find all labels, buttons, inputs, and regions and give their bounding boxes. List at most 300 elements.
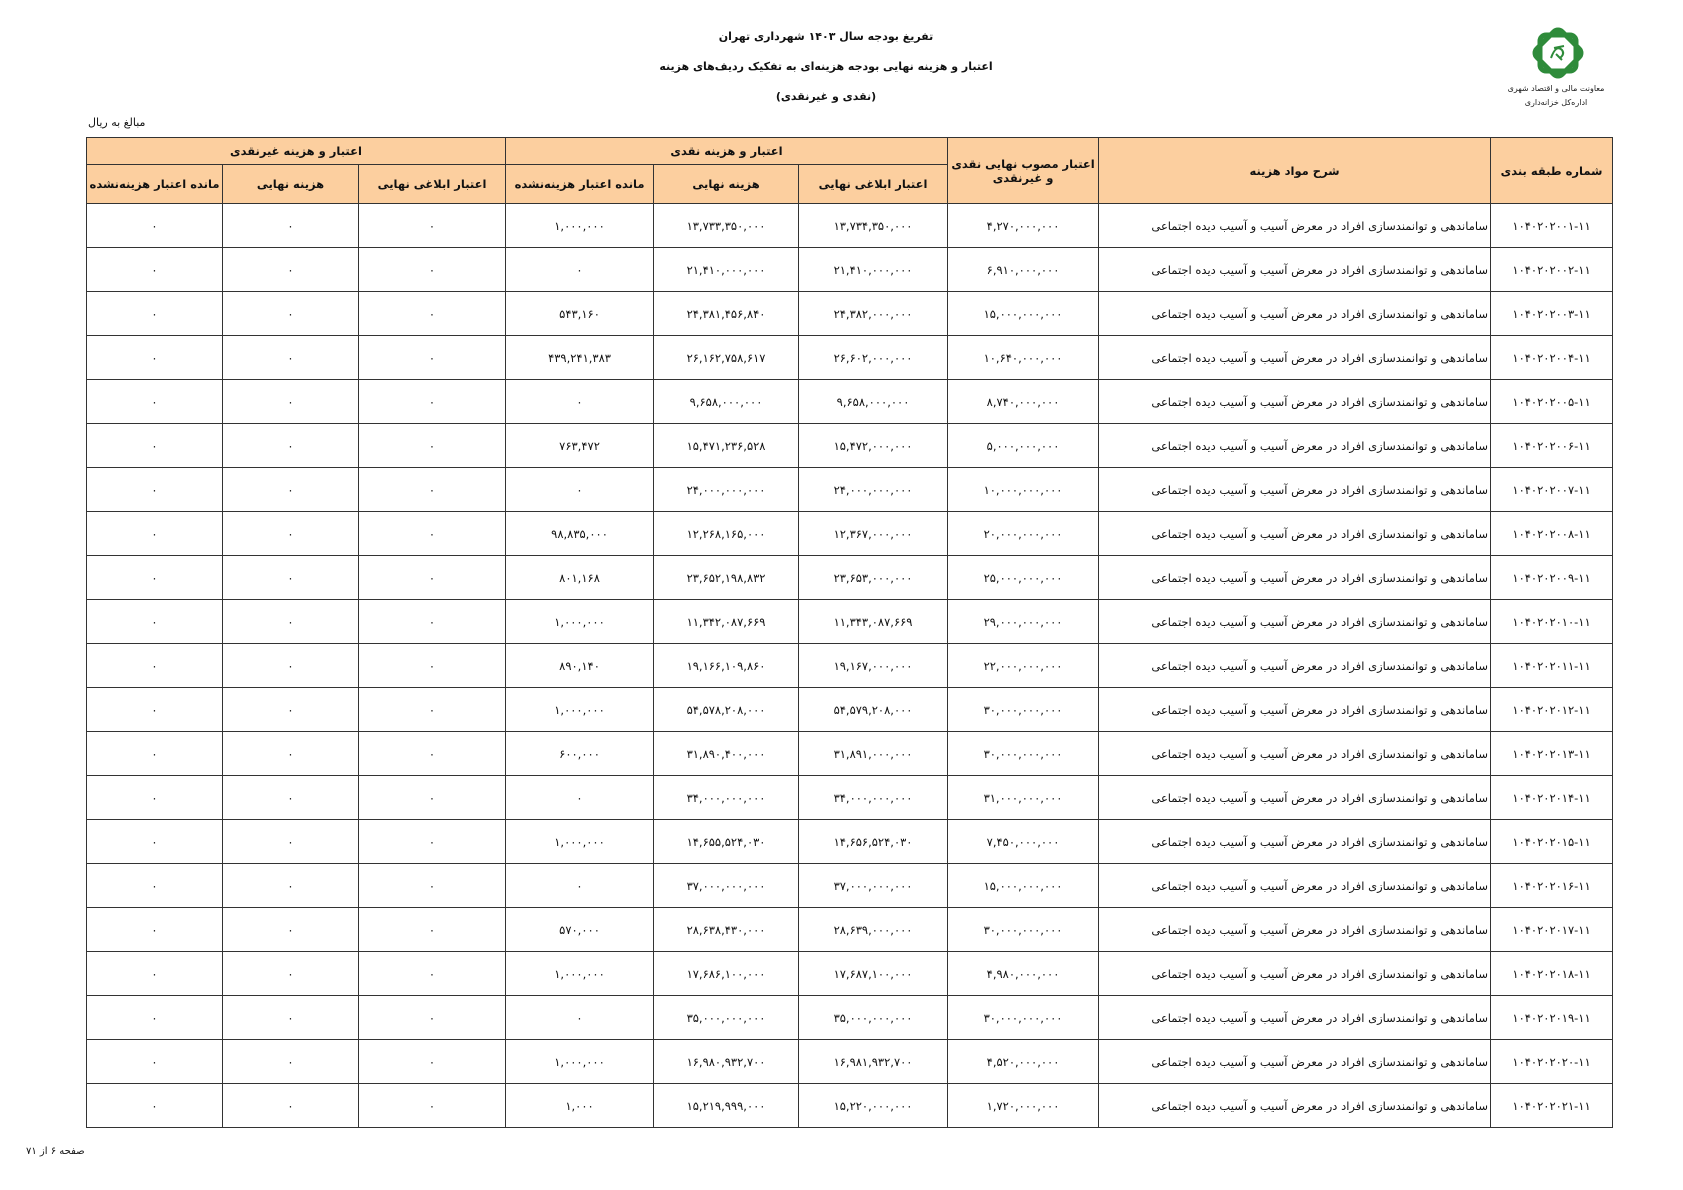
cell-code <box>1491 820 1613 864</box>
cash_remaining-value: ۰ <box>576 790 583 805</box>
cell-cash-final <box>654 380 799 424</box>
approved-value: ۲۰,۰۰۰,۰۰۰,۰۰۰ <box>983 526 1063 541</box>
cell-cash-remaining <box>506 732 654 776</box>
cell-noncash-remaining <box>87 512 223 556</box>
cell-cash-remaining <box>506 336 654 380</box>
cell-desc: ساماندهی و توانمندسازی افراد در معرض آسیب و آسیب دیده اجتماعی <box>1099 336 1491 380</box>
cell-cash-notified <box>799 776 948 820</box>
cash_notified-value: ۱۳,۷۳۴,۳۵۰,۰۰۰ <box>833 218 913 233</box>
cell-approved <box>948 336 1099 380</box>
noncash_notified-value: ۰ <box>428 438 436 453</box>
noncash_notified-value: ۰ <box>428 218 436 233</box>
cell-code <box>1491 1084 1613 1128</box>
approved-value: ۸,۷۴۰,۰۰۰,۰۰۰ <box>986 394 1060 409</box>
cell-cash-remaining <box>506 600 654 644</box>
cash_final-value: ۱۳,۷۳۳,۳۵۰,۰۰۰ <box>686 218 766 233</box>
noncash_notified-value: ۰ <box>428 1098 436 1113</box>
cell-code <box>1491 600 1613 644</box>
cell-noncash-notified <box>359 556 506 600</box>
approved-value: ۳۰,۰۰۰,۰۰۰,۰۰۰ <box>983 746 1063 761</box>
noncash_final-value: ۰ <box>287 262 294 277</box>
cell-cash-final <box>654 644 799 688</box>
header-description: شرح مواد هزینه <box>1099 138 1491 204</box>
cell-desc: ساماندهی و توانمندسازی افراد در معرض آسیب و آسیب دیده اجتماعی <box>1099 732 1491 776</box>
cell-cash-notified <box>799 204 948 248</box>
cash_remaining-value: ۰ <box>576 394 583 409</box>
noncash_notified-value: ۰ <box>428 614 436 629</box>
table-row <box>87 1084 1613 1128</box>
noncash_remaining-value: ۰ <box>151 482 158 497</box>
cell-cash-notified <box>799 864 948 908</box>
tehran-municipality-logo <box>1518 24 1598 82</box>
cell-noncash-final <box>223 908 359 952</box>
cell-cash-final <box>654 864 799 908</box>
noncash_final-value: ۰ <box>287 702 294 717</box>
cell-desc: ساماندهی و توانمندسازی افراد در معرض آسیب و آسیب دیده اجتماعی <box>1099 820 1491 864</box>
cell-cash-final <box>654 600 799 644</box>
cell-cash-remaining <box>506 952 654 996</box>
cash_notified-value: ۱۹,۱۶۷,۰۰۰,۰۰۰ <box>833 658 913 673</box>
cell-cash-notified <box>799 336 948 380</box>
cell-cash-final <box>654 952 799 996</box>
cell-cash-notified <box>799 512 948 556</box>
cell-cash-notified <box>799 952 948 996</box>
cash_notified-value: ۱۵,۲۲۰,۰۰۰,۰۰۰ <box>833 1098 913 1113</box>
cell-desc: ساماندهی و توانمندسازی افراد در معرض آسیب و آسیب دیده اجتماعی <box>1099 776 1491 820</box>
cash_notified-value: ۳۵,۰۰۰,۰۰۰,۰۰۰ <box>833 1010 913 1025</box>
noncash_final-value: ۰ <box>287 658 294 673</box>
code-value: ۱۰۴۰۲۰۲۰۰۲-۱۱ <box>1512 262 1591 277</box>
code-value: ۱۰۴۰۲۰۲۰۱۳-۱۱ <box>1512 746 1591 761</box>
table-row <box>87 468 1613 512</box>
noncash_final-value: ۰ <box>287 570 294 585</box>
cell-cash-remaining <box>506 864 654 908</box>
noncash_notified-value: ۰ <box>428 922 436 937</box>
cell-cash-remaining <box>506 424 654 468</box>
cell-noncash-notified <box>359 424 506 468</box>
cell-cash-final <box>654 204 799 248</box>
cell-noncash-final <box>223 468 359 512</box>
cell-approved <box>948 688 1099 732</box>
code-value: ۱۰۴۰۲۰۲۰۰۵-۱۱ <box>1512 394 1591 409</box>
cell-cash-final <box>654 908 799 952</box>
noncash_notified-value: ۰ <box>428 658 436 673</box>
noncash_notified-value: ۰ <box>428 834 436 849</box>
document-title: تفریغ بودجه سال ۱۴۰۳ شهرداری تهران <box>718 30 934 43</box>
cell-noncash-remaining <box>87 380 223 424</box>
cell-cash-remaining <box>506 688 654 732</box>
cell-noncash-notified <box>359 600 506 644</box>
cell-cash-final <box>654 820 799 864</box>
cell-cash-notified <box>799 688 948 732</box>
cell-cash-notified <box>799 820 948 864</box>
noncash_final-value: ۰ <box>287 394 294 409</box>
cell-cash-final <box>654 556 799 600</box>
cash_final-value: ۱۹,۱۶۶,۱۰۹,۸۶۰ <box>686 658 766 673</box>
cell-noncash-notified <box>359 204 506 248</box>
noncash_remaining-value: ۰ <box>151 262 158 277</box>
currency-unit-note: مبالغ به ریال <box>88 116 146 129</box>
noncash_remaining-value: ۰ <box>151 1098 158 1113</box>
cash_final-value: ۱۴,۶۵۵,۵۲۴,۰۳۰ <box>686 834 766 849</box>
table-row <box>87 820 1613 864</box>
table-row <box>87 864 1613 908</box>
cell-approved <box>948 908 1099 952</box>
noncash_remaining-value: ۰ <box>151 834 158 849</box>
noncash_final-value: ۰ <box>287 922 294 937</box>
table-row <box>87 424 1613 468</box>
noncash_remaining-value: ۰ <box>151 526 158 541</box>
approved-value: ۳۰,۰۰۰,۰۰۰,۰۰۰ <box>983 1010 1063 1025</box>
header-cash-final: هزینه نهایی <box>654 165 799 204</box>
cell-cash-final <box>654 424 799 468</box>
cell-noncash-remaining <box>87 292 223 336</box>
cell-cash-final <box>654 776 799 820</box>
cell-noncash-final <box>223 776 359 820</box>
approved-value: ۱۰,۰۰۰,۰۰۰,۰۰۰ <box>983 482 1063 497</box>
approved-value: ۲۲,۰۰۰,۰۰۰,۰۰۰ <box>983 658 1063 673</box>
cash_notified-value: ۱۱,۳۴۳,۰۸۷,۶۶۹ <box>833 614 913 629</box>
code-value: ۱۰۴۰۲۰۲۰۱۹-۱۱ <box>1512 1010 1591 1025</box>
cell-cash-notified <box>799 908 948 952</box>
cash_remaining-value: ۱,۰۰۰,۰۰۰ <box>554 834 605 849</box>
cell-code <box>1491 292 1613 336</box>
table-row <box>87 952 1613 996</box>
code-value: ۱۰۴۰۲۰۲۰۰۸-۱۱ <box>1512 526 1591 541</box>
cash_remaining-value: ۱,۰۰۰,۰۰۰ <box>554 614 605 629</box>
noncash_final-value: ۰ <box>287 526 294 541</box>
cell-code <box>1491 336 1613 380</box>
cell-noncash-final <box>223 1040 359 1084</box>
cell-noncash-remaining <box>87 732 223 776</box>
header-noncash-notified: اعتبار ابلاغی نهایی <box>359 165 506 204</box>
cell-noncash-remaining <box>87 468 223 512</box>
header-cash-notified: اعتبار ابلاغی نهایی <box>799 165 948 204</box>
cell-cash-notified <box>799 600 948 644</box>
noncash_notified-value: ۰ <box>428 966 436 981</box>
cell-cash-notified <box>799 1040 948 1084</box>
cell-noncash-final <box>223 600 359 644</box>
approved-value: ۳۱,۰۰۰,۰۰۰,۰۰۰ <box>983 790 1063 805</box>
cell-code <box>1491 732 1613 776</box>
cell-cash-remaining <box>506 996 654 1040</box>
cell-desc: ساماندهی و توانمندسازی افراد در معرض آسیب و آسیب دیده اجتماعی <box>1099 1084 1491 1128</box>
cell-code <box>1491 248 1613 292</box>
code-value: ۱۰۴۰۲۰۲۰۱۱-۱۱ <box>1512 658 1591 673</box>
cash_remaining-value: ۴۳۹,۲۴۱,۳۸۳ <box>548 350 611 365</box>
table-row <box>87 556 1613 600</box>
cell-code <box>1491 952 1613 996</box>
cell-cash-remaining <box>506 556 654 600</box>
cell-noncash-remaining <box>87 776 223 820</box>
noncash_final-value: ۰ <box>287 1010 294 1025</box>
cash_final-value: ۳۷,۰۰۰,۰۰۰,۰۰۰ <box>686 878 766 893</box>
cash_final-value: ۳۱,۸۹۰,۴۰۰,۰۰۰ <box>686 746 766 761</box>
cash_final-value: ۱۷,۶۸۶,۱۰۰,۰۰۰ <box>686 966 766 981</box>
cash_remaining-value: ۱,۰۰۰,۰۰۰ <box>554 966 605 981</box>
cash_final-value: ۳۵,۰۰۰,۰۰۰,۰۰۰ <box>686 1010 766 1025</box>
cash_remaining-value: ۰ <box>576 482 583 497</box>
approved-value: ۱۵,۰۰۰,۰۰۰,۰۰۰ <box>983 878 1063 893</box>
cell-noncash-notified <box>359 1084 506 1128</box>
noncash_remaining-value: ۰ <box>151 350 158 365</box>
cell-cash-remaining <box>506 204 654 248</box>
noncash_remaining-value: ۰ <box>151 658 158 673</box>
cash_remaining-value: ۸۹۰,۱۴۰ <box>559 658 600 673</box>
cell-approved <box>948 1040 1099 1084</box>
cell-approved <box>948 380 1099 424</box>
cell-cash-remaining <box>506 908 654 952</box>
noncash_notified-value: ۰ <box>428 790 436 805</box>
table-row <box>87 336 1613 380</box>
cash_final-value: ۹,۶۵۸,۰۰۰,۰۰۰ <box>689 394 763 409</box>
cell-cash-notified <box>799 1084 948 1128</box>
cell-noncash-final <box>223 556 359 600</box>
cash_final-value: ۵۴,۵۷۸,۲۰۸,۰۰۰ <box>686 702 766 717</box>
header-noncash-group: اعتبار و هزینه غیرنقدی <box>87 138 506 165</box>
code-value: ۱۰۴۰۲۰۲۰۰۴-۱۱ <box>1512 350 1591 365</box>
cash_final-value: ۲۴,۰۰۰,۰۰۰,۰۰۰ <box>686 482 766 497</box>
cash_remaining-value: ۱,۰۰۰,۰۰۰ <box>554 1054 605 1069</box>
cell-code <box>1491 424 1613 468</box>
cell-noncash-final <box>223 820 359 864</box>
cell-cash-notified <box>799 248 948 292</box>
cell-noncash-remaining <box>87 600 223 644</box>
cash_notified-value: ۹,۶۵۸,۰۰۰,۰۰۰ <box>836 394 910 409</box>
table-row <box>87 380 1613 424</box>
code-value: ۱۰۴۰۲۰۲۰۰۷-۱۱ <box>1512 482 1591 497</box>
cell-noncash-notified <box>359 380 506 424</box>
table-row <box>87 776 1613 820</box>
cell-noncash-notified <box>359 688 506 732</box>
cell-desc: ساماندهی و توانمندسازی افراد در معرض آسیب و آسیب دیده اجتماعی <box>1099 600 1491 644</box>
cell-noncash-final <box>223 336 359 380</box>
code-value: ۱۰۴۰۲۰۲۰۲۱-۱۱ <box>1512 1098 1591 1113</box>
approved-value: ۳۰,۰۰۰,۰۰۰,۰۰۰ <box>983 702 1063 717</box>
code-value: ۱۰۴۰۲۰۲۰۱۷-۱۱ <box>1512 922 1591 937</box>
noncash_final-value: ۰ <box>287 1098 294 1113</box>
code-value: ۱۰۴۰۲۰۲۰۰۹-۱۱ <box>1512 570 1591 585</box>
cell-cash-final <box>654 336 799 380</box>
approved-value: ۴,۵۲۰,۰۰۰,۰۰۰ <box>986 1054 1060 1069</box>
cell-cash-remaining <box>506 820 654 864</box>
cell-noncash-remaining <box>87 644 223 688</box>
cell-approved <box>948 820 1099 864</box>
noncash_final-value: ۰ <box>287 746 294 761</box>
cash_remaining-value: ۹۸,۸۳۵,۰۰۰ <box>551 526 608 541</box>
cell-cash-remaining <box>506 380 654 424</box>
noncash_notified-value: ۰ <box>428 306 436 321</box>
cash_notified-value: ۳۱,۸۹۱,۰۰۰,۰۰۰ <box>833 746 913 761</box>
cash_notified-value: ۲۴,۳۸۲,۰۰۰,۰۰۰ <box>833 306 913 321</box>
cash_final-value: ۱۲,۲۶۸,۱۶۵,۰۰۰ <box>686 526 766 541</box>
document-subtitle: اعتبار و هزینه نهایی بودجه هزینه‌ای به تفکیک ردیف‌های هزینه <box>659 60 993 73</box>
table-row <box>87 292 1613 336</box>
approved-value: ۴,۹۸۰,۰۰۰,۰۰۰ <box>986 966 1060 981</box>
noncash_final-value: ۰ <box>287 834 294 849</box>
cell-noncash-notified <box>359 820 506 864</box>
cell-cash-remaining <box>506 468 654 512</box>
approved-value: ۶,۹۱۰,۰۰۰,۰۰۰ <box>986 262 1060 277</box>
cell-cash-final <box>654 468 799 512</box>
cell-noncash-notified <box>359 1040 506 1084</box>
code-value: ۱۰۴۰۲۰۲۰۱۲-۱۱ <box>1512 702 1591 717</box>
approved-value: ۱۵,۰۰۰,۰۰۰,۰۰۰ <box>983 306 1063 321</box>
cash_notified-value: ۱۲,۳۶۷,۰۰۰,۰۰۰ <box>833 526 913 541</box>
cell-cash-final <box>654 512 799 556</box>
cell-cash-final <box>654 1084 799 1128</box>
cash_final-value: ۱۵,۲۱۹,۹۹۹,۰۰۰ <box>686 1098 766 1113</box>
cell-desc: ساماندهی و توانمندسازی افراد در معرض آسیب و آسیب دیده اجتماعی <box>1099 248 1491 292</box>
cash_remaining-value: ۰ <box>576 878 583 893</box>
org-name-line1: معاونت مالی و اقتصاد شهری <box>1507 84 1605 93</box>
table-row <box>87 732 1613 776</box>
noncash_remaining-value: ۰ <box>151 702 158 717</box>
cell-noncash-notified <box>359 468 506 512</box>
cell-approved <box>948 556 1099 600</box>
cell-cash-notified <box>799 732 948 776</box>
cash_final-value: ۲۳,۶۵۲,۱۹۸,۸۳۲ <box>686 570 766 585</box>
cell-approved <box>948 644 1099 688</box>
noncash_remaining-value: ۰ <box>151 438 158 453</box>
cell-desc: ساماندهی و توانمندسازی افراد در معرض آسیب و آسیب دیده اجتماعی <box>1099 1040 1491 1084</box>
approved-value: ۴,۲۷۰,۰۰۰,۰۰۰ <box>986 218 1060 233</box>
cell-code <box>1491 512 1613 556</box>
cell-noncash-notified <box>359 952 506 996</box>
approved-value: ۵,۰۰۰,۰۰۰,۰۰۰ <box>986 438 1060 453</box>
cell-desc: ساماندهی و توانمندسازی افراد در معرض آسیب و آسیب دیده اجتماعی <box>1099 952 1491 996</box>
cell-noncash-remaining <box>87 1040 223 1084</box>
cell-noncash-remaining <box>87 864 223 908</box>
cell-cash-notified <box>799 644 948 688</box>
cash_notified-value: ۲۸,۶۳۹,۰۰۰,۰۰۰ <box>833 922 913 937</box>
table-row <box>87 512 1613 556</box>
header-cash-remaining: مانده اعتبار هزینه‌نشده <box>506 165 654 204</box>
cell-code <box>1491 1040 1613 1084</box>
cash_final-value: ۱۶,۹۸۰,۹۳۲,۷۰۰ <box>686 1054 766 1069</box>
cell-desc: ساماندهی و توانمندسازی افراد در معرض آسیب و آسیب دیده اجتماعی <box>1099 380 1491 424</box>
cell-noncash-final <box>223 1084 359 1128</box>
cell-cash-notified <box>799 556 948 600</box>
cell-noncash-remaining <box>87 556 223 600</box>
noncash_remaining-value: ۰ <box>151 966 158 981</box>
noncash_notified-value: ۰ <box>428 1010 436 1025</box>
cell-noncash-remaining <box>87 820 223 864</box>
table-row <box>87 908 1613 952</box>
cell-cash-remaining <box>506 644 654 688</box>
cell-noncash-remaining <box>87 424 223 468</box>
cell-noncash-remaining <box>87 952 223 996</box>
cell-noncash-notified <box>359 908 506 952</box>
cash_notified-value: ۳۷,۰۰۰,۰۰۰,۰۰۰ <box>833 878 913 893</box>
cash_notified-value: ۱۷,۶۸۷,۱۰۰,۰۰۰ <box>833 966 913 981</box>
code-value: ۱۰۴۰۲۰۲۰۱۰-۱۱ <box>1512 614 1591 629</box>
cell-desc: ساماندهی و توانمندسازی افراد در معرض آسیب و آسیب دیده اجتماعی <box>1099 864 1491 908</box>
cell-noncash-notified <box>359 512 506 556</box>
cash_remaining-value: ۶۰۰,۰۰۰ <box>559 746 600 761</box>
cell-noncash-notified <box>359 732 506 776</box>
cell-approved <box>948 996 1099 1040</box>
approved-value: ۲۹,۰۰۰,۰۰۰,۰۰۰ <box>983 614 1063 629</box>
document-subtitle-2: (نقدی و غیرنقدی) <box>775 90 877 103</box>
table-row <box>87 688 1613 732</box>
noncash_remaining-value: ۰ <box>151 394 158 409</box>
cash_remaining-value: ۰ <box>576 1010 583 1025</box>
cell-approved <box>948 864 1099 908</box>
cell-noncash-final <box>223 644 359 688</box>
cell-noncash-remaining <box>87 996 223 1040</box>
cell-cash-remaining <box>506 292 654 336</box>
cell-noncash-remaining <box>87 336 223 380</box>
cash_remaining-value: ۵۴۳,۱۶۰ <box>559 306 600 321</box>
cell-cash-notified <box>799 292 948 336</box>
noncash_final-value: ۰ <box>287 350 294 365</box>
cell-cash-final <box>654 688 799 732</box>
noncash_remaining-value: ۰ <box>151 878 158 893</box>
cash_remaining-value: ۱,۰۰۰,۰۰۰ <box>554 702 605 717</box>
noncash_notified-value: ۰ <box>428 262 436 277</box>
cell-approved <box>948 424 1099 468</box>
cell-cash-remaining <box>506 512 654 556</box>
cell-cash-final <box>654 292 799 336</box>
cell-desc: ساماندهی و توانمندسازی افراد در معرض آسیب و آسیب دیده اجتماعی <box>1099 908 1491 952</box>
cell-cash-notified <box>799 468 948 512</box>
noncash_remaining-value: ۰ <box>151 614 158 629</box>
code-value: ۱۰۴۰۲۰۲۰۱۵-۱۱ <box>1512 834 1591 849</box>
cell-noncash-notified <box>359 776 506 820</box>
cell-desc: ساماندهی و توانمندسازی افراد در معرض آسیب و آسیب دیده اجتماعی <box>1099 292 1491 336</box>
cash_notified-value: ۱۴,۶۵۶,۵۲۴,۰۳۰ <box>833 834 913 849</box>
noncash_notified-value: ۰ <box>428 394 436 409</box>
cell-code <box>1491 468 1613 512</box>
cell-approved <box>948 292 1099 336</box>
cell-approved <box>948 952 1099 996</box>
approved-value: ۱۰,۶۴۰,۰۰۰,۰۰۰ <box>983 350 1063 365</box>
cell-noncash-notified <box>359 996 506 1040</box>
noncash_final-value: ۰ <box>287 482 294 497</box>
cell-noncash-final <box>223 732 359 776</box>
header-noncash-final: هزینه نهایی <box>223 165 359 204</box>
code-value: ۱۰۴۰۲۰۲۰۱۶-۱۱ <box>1512 878 1591 893</box>
cash_remaining-value: ۵۷۰,۰۰۰ <box>559 922 600 937</box>
code-value: ۱۰۴۰۲۰۲۰۲۰-۱۱ <box>1512 1054 1591 1069</box>
cash_notified-value: ۲۳,۶۵۳,۰۰۰,۰۰۰ <box>833 570 913 585</box>
cell-code <box>1491 996 1613 1040</box>
cash_remaining-value: ۸۰۱,۱۶۸ <box>559 570 600 585</box>
cell-code <box>1491 688 1613 732</box>
cell-approved <box>948 600 1099 644</box>
cell-code <box>1491 644 1613 688</box>
cell-cash-final <box>654 996 799 1040</box>
table-row <box>87 644 1613 688</box>
cell-noncash-final <box>223 996 359 1040</box>
table-row <box>87 248 1613 292</box>
cell-desc: ساماندهی و توانمندسازی افراد در معرض آسیب و آسیب دیده اجتماعی <box>1099 688 1491 732</box>
cell-noncash-final <box>223 380 359 424</box>
noncash_final-value: ۰ <box>287 614 294 629</box>
cell-noncash-remaining <box>87 204 223 248</box>
noncash_notified-value: ۰ <box>428 746 436 761</box>
noncash_notified-value: ۰ <box>428 570 436 585</box>
cash_remaining-value: ۱,۰۰۰ <box>565 1098 594 1113</box>
cell-noncash-final <box>223 864 359 908</box>
cell-desc: ساماندهی و توانمندسازی افراد در معرض آسیب و آسیب دیده اجتماعی <box>1099 424 1491 468</box>
cell-code <box>1491 776 1613 820</box>
table-row <box>87 1040 1613 1084</box>
approved-value: ۳۰,۰۰۰,۰۰۰,۰۰۰ <box>983 922 1063 937</box>
noncash_notified-value: ۰ <box>428 1054 436 1069</box>
cell-noncash-notified <box>359 644 506 688</box>
